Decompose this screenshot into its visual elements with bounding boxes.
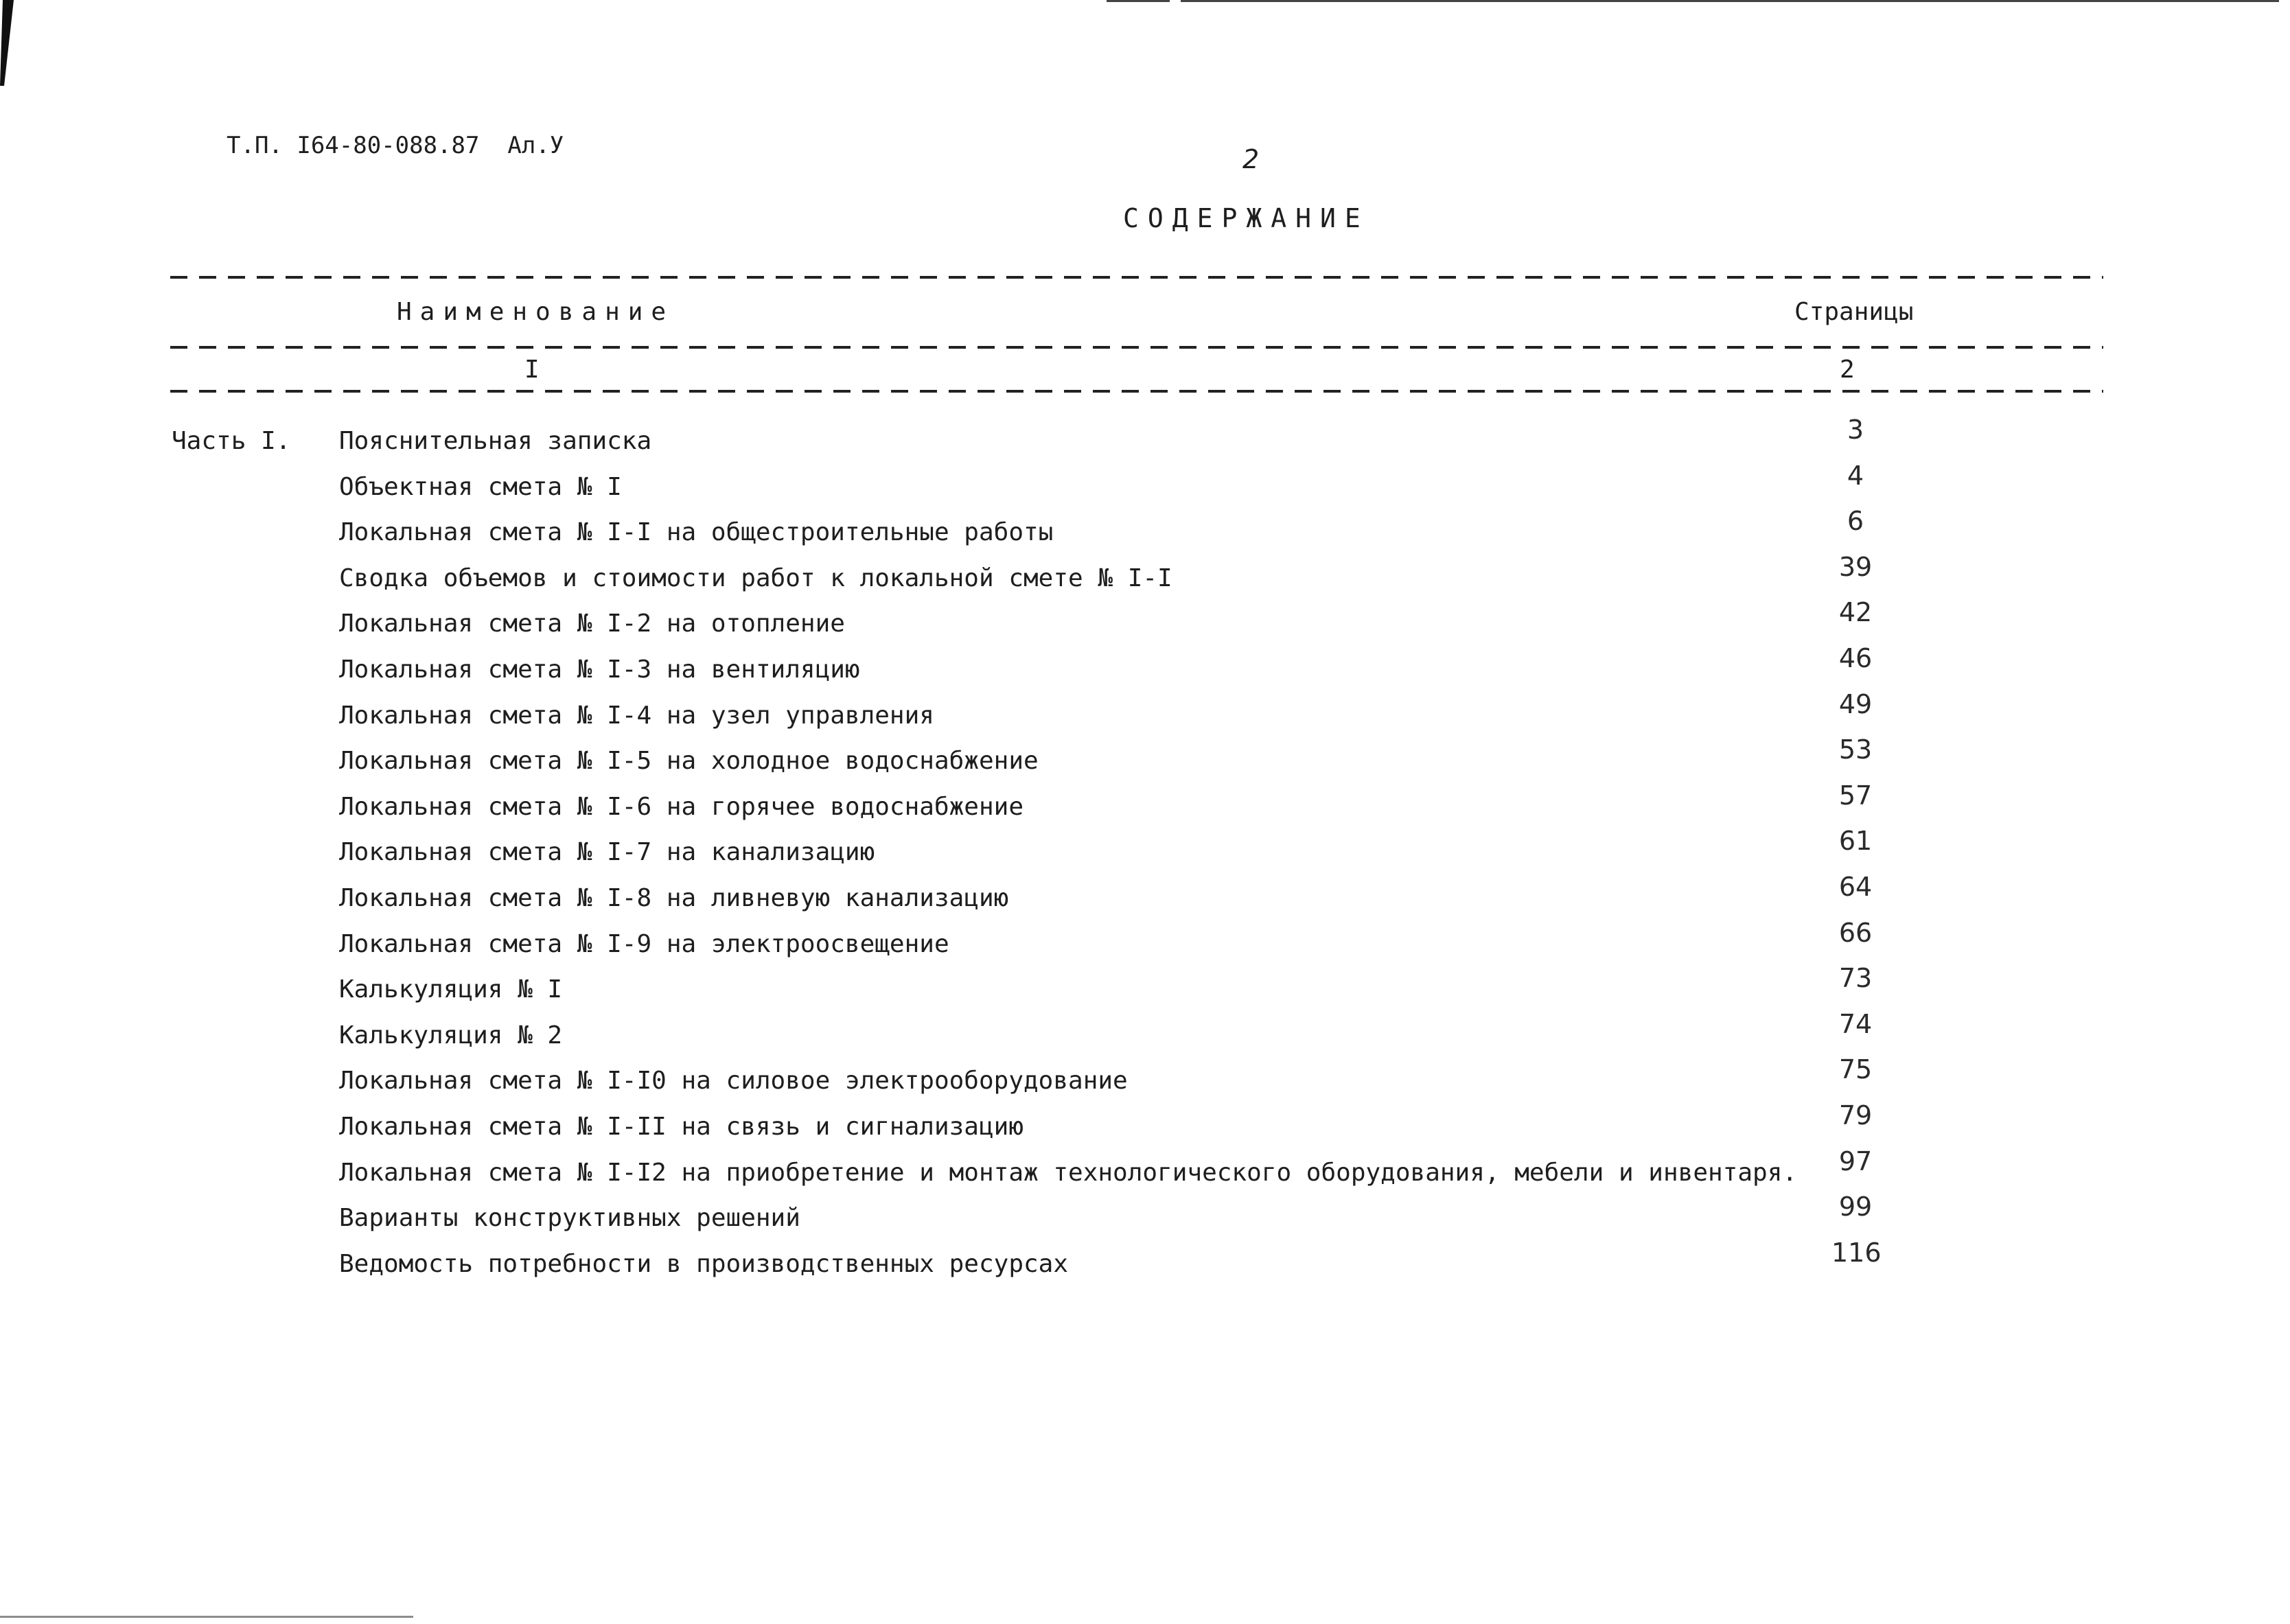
toc-entry <box>0 826 2290 879</box>
toc-entry-title: Пояснительная записка <box>339 427 652 455</box>
toc-entry <box>0 734 2290 788</box>
toc-entry-page: 116 <box>1831 1237 1882 1268</box>
toc-entry-page: 61 <box>1838 826 1873 857</box>
toc-entry-page: 57 <box>1838 780 1873 811</box>
toc-entry <box>0 460 2290 514</box>
toc-entry-title: Локальная смета № I-2 на отопление <box>339 610 845 638</box>
toc-entry-title: Сводка объемов и стоимости работ к локальной смете № I-I <box>339 564 1172 592</box>
toc-entry-page: 66 <box>1838 917 1873 948</box>
toc-entry-title: Варианты конструктивных решений <box>339 1204 800 1233</box>
toc-entry-page: 3 <box>1847 415 1864 445</box>
toc-entry-title: Локальная смета № I-7 на канализацию <box>339 838 875 867</box>
toc-entry <box>0 1008 2290 1063</box>
toc-entry-page: 97 <box>1838 1146 1873 1176</box>
toc-entry <box>0 551 2290 605</box>
document-code: Т.П. I64-80-088.87 Ал.У <box>227 132 564 159</box>
column-index-pages: 2 <box>1840 356 1855 384</box>
toc-entry <box>0 917 2290 971</box>
toc-entry <box>0 597 2290 651</box>
toc-entry <box>0 1146 2290 1200</box>
toc-entry <box>0 1237 2290 1291</box>
toc-entry-page: 53 <box>1838 734 1873 765</box>
toc-entry <box>0 1192 2290 1245</box>
column-header-name: Наименование <box>397 298 675 326</box>
toc-entry <box>0 872 2290 925</box>
toc-entry-title: Локальная смета № I-9 на электроосвещение <box>339 929 949 958</box>
toc-entry-page: 42 <box>1838 597 1873 628</box>
toc-entry <box>0 688 2290 743</box>
toc-entry-title: Калькуляция № 2 <box>339 1021 563 1049</box>
toc-entry <box>0 963 2290 1017</box>
toc-entry-page: 74 <box>1838 1008 1873 1039</box>
toc-entry-title: Калькуляция № I <box>339 975 563 1004</box>
toc-entry <box>0 415 2290 468</box>
toc-entry-title: Локальная смета № I-3 на вентиляцию <box>339 656 860 684</box>
toc-entry-title: Локальная смета № I-I0 на силовое электрооборудование <box>339 1067 1128 1095</box>
toc-entry-page: 46 <box>1838 643 1873 673</box>
page-title: СОДЕРЖАНИЕ <box>1123 203 1369 233</box>
toc-entry <box>0 1054 2290 1108</box>
page-number: 2 <box>1242 144 1260 174</box>
toc-entry-page: 99 <box>1838 1192 1873 1222</box>
toc-entry <box>0 643 2290 697</box>
toc-entry-title: Локальная смета № I-II на связь и сигнализацию <box>339 1113 1023 1141</box>
toc-entry-title: Локальная смета № I-8 на ливневую канализацию <box>339 884 1009 912</box>
toc-entry-title: Ведомость потребности в производственных ресурсах <box>339 1249 1069 1278</box>
toc-entry-title: Объектная смета № I <box>339 472 622 501</box>
toc-entry-page: 49 <box>1838 688 1873 719</box>
toc-entry-page: 6 <box>1847 506 1864 537</box>
column-index-name: I <box>524 356 540 384</box>
toc-entry-page: 79 <box>1838 1100 1873 1130</box>
toc-entry-page: 75 <box>1838 1054 1873 1085</box>
part-label: Часть I. <box>172 427 291 455</box>
toc-entry <box>0 506 2290 559</box>
column-header-pages: Страницы <box>1794 298 1914 326</box>
toc-entry-page: 39 <box>1838 551 1873 582</box>
toc-entry-title: Локальная смета № I-4 на узел управления <box>339 701 934 730</box>
toc-entry-title: Локальная смета № I-I на общестроительные работы <box>339 518 1054 547</box>
toc-entry-page: 4 <box>1847 460 1864 491</box>
toc-entry-title: Локальная смета № I-I2 на приобретение и монтаж технологического оборудования, мебели и инвентаря. <box>339 1158 1798 1187</box>
toc-entry <box>0 1100 2290 1154</box>
toc-entry-title: Локальная смета № I-5 на холодное водоснабжение <box>339 747 1039 776</box>
toc-entry-page: 73 <box>1838 963 1873 994</box>
toc-entry-page: 64 <box>1838 872 1873 902</box>
toc-entry-title: Локальная смета № I-6 на горячее водоснабжение <box>339 792 1023 821</box>
toc-entry <box>0 780 2290 834</box>
